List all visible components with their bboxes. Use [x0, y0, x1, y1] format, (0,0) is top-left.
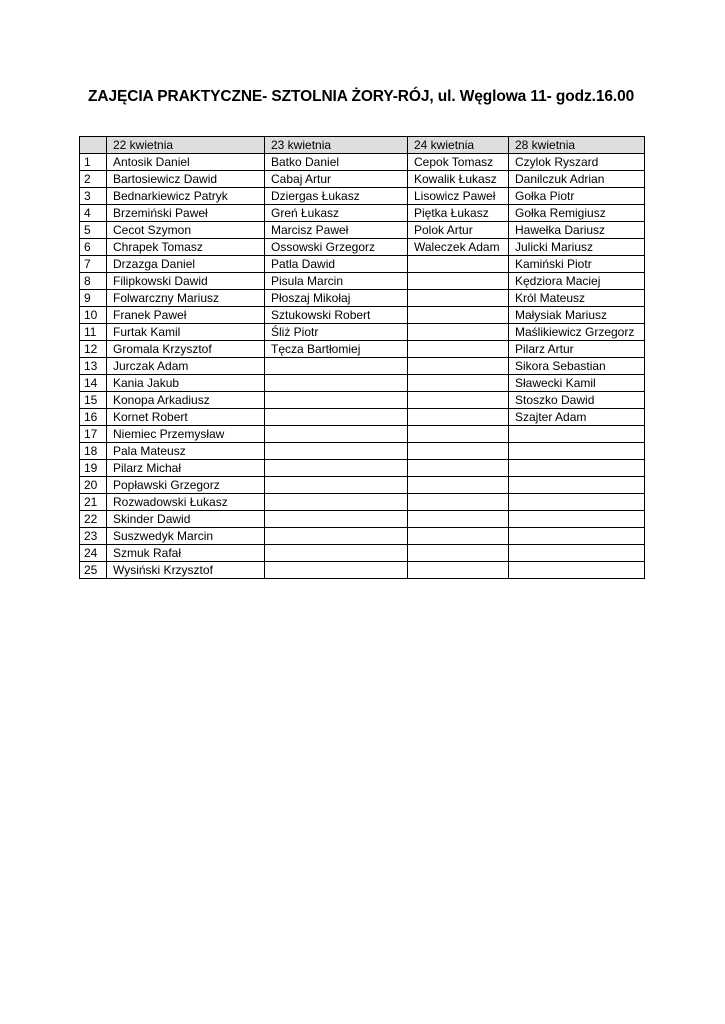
row-number-cell: 17	[80, 426, 107, 443]
table-row	[80, 460, 645, 477]
row-number-cell: 5	[80, 222, 107, 239]
name-cell-24-april: Polok Artur	[408, 222, 509, 239]
table-row	[80, 205, 645, 222]
name-cell-22-april: Konopa Arkadiusz	[107, 392, 265, 409]
name-cell-24-april: Lisowicz Paweł	[408, 188, 509, 205]
name-cell-22-april: Antosik Daniel	[107, 154, 265, 171]
name-cell-28-april: Kędziora Maciej	[509, 273, 645, 290]
name-cell-23-april: Płoszaj Mikołaj	[265, 290, 408, 307]
name-cell-24-april	[408, 562, 509, 579]
name-cell-28-april	[509, 494, 645, 511]
row-number-cell: 6	[80, 239, 107, 256]
name-cell-28-april	[509, 443, 645, 460]
name-cell-22-april: Drzazga Daniel	[107, 256, 265, 273]
row-number-cell: 22	[80, 511, 107, 528]
row-number-cell: 2	[80, 171, 107, 188]
name-cell-22-april: Pilarz Michał	[107, 460, 265, 477]
row-number-cell: 23	[80, 528, 107, 545]
name-cell-28-april: Danilczuk Adrian	[509, 171, 645, 188]
header-corner-cell	[80, 137, 107, 154]
table-row	[80, 358, 645, 375]
name-cell-28-april: Król Mateusz	[509, 290, 645, 307]
table-header-row	[80, 137, 645, 154]
table-row	[80, 426, 645, 443]
name-cell-28-april	[509, 426, 645, 443]
name-cell-23-april	[265, 426, 408, 443]
row-number-cell: 4	[80, 205, 107, 222]
name-cell-23-april: Patla Dawid	[265, 256, 408, 273]
name-cell-23-april: Dziergas Łukasz	[265, 188, 408, 205]
name-cell-22-april: Wysiński Krzysztof	[107, 562, 265, 579]
name-cell-23-april: Marcisz Paweł	[265, 222, 408, 239]
name-cell-22-april: Pala Mateusz	[107, 443, 265, 460]
name-cell-22-april: Jurczak Adam	[107, 358, 265, 375]
name-cell-28-april: Julicki Mariusz	[509, 239, 645, 256]
name-cell-22-april: Cecot Szymon	[107, 222, 265, 239]
row-number-cell: 12	[80, 341, 107, 358]
name-cell-24-april	[408, 290, 509, 307]
name-cell-24-april	[408, 426, 509, 443]
row-number-cell: 11	[80, 324, 107, 341]
table-row	[80, 511, 645, 528]
row-number-cell: 9	[80, 290, 107, 307]
name-cell-22-april: Filipkowski Dawid	[107, 273, 265, 290]
row-number-cell: 7	[80, 256, 107, 273]
row-number-cell: 21	[80, 494, 107, 511]
table-row	[80, 562, 645, 579]
table-row	[80, 375, 645, 392]
name-cell-22-april: Folwarczny Mariusz	[107, 290, 265, 307]
row-number-cell: 24	[80, 545, 107, 562]
row-number-cell: 10	[80, 307, 107, 324]
name-cell-22-april: Skinder Dawid	[107, 511, 265, 528]
name-cell-28-april: Gołka Remigiusz	[509, 205, 645, 222]
name-cell-22-april: Suszwedyk Marcin	[107, 528, 265, 545]
name-cell-24-april	[408, 358, 509, 375]
table-row	[80, 409, 645, 426]
header-date-22-april: 22 kwietnia	[107, 137, 265, 154]
name-cell-23-april	[265, 409, 408, 426]
name-cell-28-april	[509, 562, 645, 579]
name-cell-22-april: Popławski Grzegorz	[107, 477, 265, 494]
name-cell-28-april	[509, 460, 645, 477]
table-body	[80, 154, 645, 579]
name-cell-28-april: Szajter Adam	[509, 409, 645, 426]
name-cell-23-april: Tęcza Bartłomiej	[265, 341, 408, 358]
name-cell-22-april: Franek Paweł	[107, 307, 265, 324]
header-date-24-april: 24 kwietnia	[408, 137, 509, 154]
table-row	[80, 477, 645, 494]
name-cell-22-april: Niemiec Przemysław	[107, 426, 265, 443]
name-cell-23-april	[265, 375, 408, 392]
name-cell-22-april: Bartosiewicz Dawid	[107, 171, 265, 188]
row-number-cell: 20	[80, 477, 107, 494]
name-cell-23-april: Greń Łukasz	[265, 205, 408, 222]
name-cell-23-april	[265, 443, 408, 460]
name-cell-23-april	[265, 528, 408, 545]
name-cell-24-april: Piętka Łukasz	[408, 205, 509, 222]
name-cell-28-april: Gołka Piotr	[509, 188, 645, 205]
name-cell-24-april	[408, 545, 509, 562]
name-cell-23-april: Batko Daniel	[265, 154, 408, 171]
table-row	[80, 494, 645, 511]
name-cell-24-april	[408, 528, 509, 545]
name-cell-22-april: Rozwadowski Łukasz	[107, 494, 265, 511]
name-cell-22-april: Furtak Kamil	[107, 324, 265, 341]
name-cell-24-april	[408, 273, 509, 290]
name-cell-23-april: Śliż Piotr	[265, 324, 408, 341]
document-title: ZAJĘCIA PRAKTYCZNE- SZTOLNIA ŻORY-RÓJ, ul. Węglowa 11- godz.16.00	[88, 88, 635, 105]
name-cell-24-april	[408, 375, 509, 392]
table-row	[80, 256, 645, 273]
header-date-23-april: 23 kwietnia	[265, 137, 408, 154]
name-cell-28-april	[509, 528, 645, 545]
row-number-cell: 13	[80, 358, 107, 375]
row-number-cell: 18	[80, 443, 107, 460]
name-cell-23-april	[265, 562, 408, 579]
table-row	[80, 154, 645, 171]
name-cell-23-april	[265, 392, 408, 409]
name-cell-28-april: Sikora Sebastian	[509, 358, 645, 375]
row-number-cell: 25	[80, 562, 107, 579]
row-number-cell: 1	[80, 154, 107, 171]
name-cell-22-april: Chrapek Tomasz	[107, 239, 265, 256]
table-row	[80, 222, 645, 239]
name-cell-23-april	[265, 545, 408, 562]
name-cell-23-april: Ossowski Grzegorz	[265, 239, 408, 256]
name-cell-22-april: Kania Jakub	[107, 375, 265, 392]
row-number-cell: 19	[80, 460, 107, 477]
row-number-cell: 3	[80, 188, 107, 205]
name-cell-24-april	[408, 392, 509, 409]
name-cell-22-april: Kornet Robert	[107, 409, 265, 426]
table-row	[80, 188, 645, 205]
table-row	[80, 290, 645, 307]
name-cell-24-april	[408, 324, 509, 341]
name-cell-24-april	[408, 477, 509, 494]
name-cell-24-april	[408, 494, 509, 511]
row-number-cell: 14	[80, 375, 107, 392]
name-cell-24-april	[408, 443, 509, 460]
schedule-table	[79, 136, 645, 579]
name-cell-24-april: Kowalik Łukasz	[408, 171, 509, 188]
name-cell-23-april: Cabaj Artur	[265, 171, 408, 188]
name-cell-28-april: Małysiak Mariusz	[509, 307, 645, 324]
row-number-cell: 16	[80, 409, 107, 426]
name-cell-22-april: Bednarkiewicz Patryk	[107, 188, 265, 205]
name-cell-22-april: Brzemiński Paweł	[107, 205, 265, 222]
name-cell-28-april: Czylok Ryszard	[509, 154, 645, 171]
name-cell-28-april: Hawełka Dariusz	[509, 222, 645, 239]
name-cell-28-april: Pilarz Artur	[509, 341, 645, 358]
table-row	[80, 171, 645, 188]
table-row	[80, 324, 645, 341]
row-number-cell: 15	[80, 392, 107, 409]
name-cell-22-april: Gromala Krzysztof	[107, 341, 265, 358]
name-cell-24-april	[408, 460, 509, 477]
name-cell-24-april	[408, 256, 509, 273]
name-cell-24-april	[408, 409, 509, 426]
name-cell-24-april	[408, 341, 509, 358]
name-cell-28-april	[509, 545, 645, 562]
name-cell-23-april	[265, 358, 408, 375]
table-row	[80, 392, 645, 409]
table-row	[80, 307, 645, 324]
name-cell-23-april	[265, 460, 408, 477]
name-cell-28-april	[509, 511, 645, 528]
name-cell-28-april: Sławecki Kamil	[509, 375, 645, 392]
name-cell-23-april	[265, 494, 408, 511]
table-row	[80, 273, 645, 290]
name-cell-24-april	[408, 307, 509, 324]
table-row	[80, 443, 645, 460]
name-cell-23-april: Sztukowski Robert	[265, 307, 408, 324]
name-cell-22-april: Szmuk Rafał	[107, 545, 265, 562]
name-cell-28-april: Stoszko Dawid	[509, 392, 645, 409]
name-cell-28-april	[509, 477, 645, 494]
row-number-cell: 8	[80, 273, 107, 290]
name-cell-24-april: Waleczek Adam	[408, 239, 509, 256]
table-row	[80, 239, 645, 256]
table-row	[80, 341, 645, 358]
name-cell-23-april	[265, 511, 408, 528]
header-date-28-april: 28 kwietnia	[509, 137, 645, 154]
name-cell-28-april: Maślikiewicz Grzegorz	[509, 324, 645, 341]
table-row	[80, 528, 645, 545]
name-cell-24-april	[408, 511, 509, 528]
table-row	[80, 545, 645, 562]
name-cell-28-april: Kamiński Piotr	[509, 256, 645, 273]
name-cell-24-april: Cepok Tomasz	[408, 154, 509, 171]
name-cell-23-april: Pisula Marcin	[265, 273, 408, 290]
name-cell-23-april	[265, 477, 408, 494]
